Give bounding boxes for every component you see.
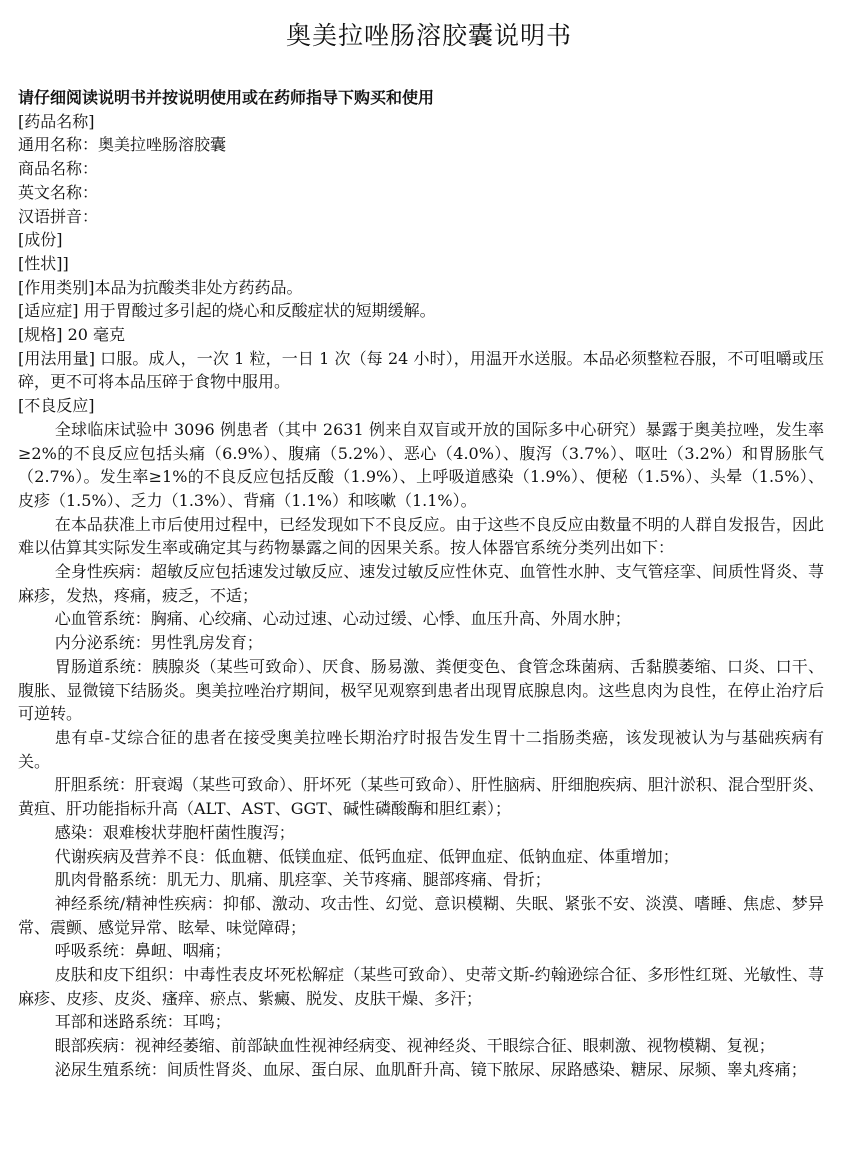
text-paragraph: 呼吸系统：鼻衄、咽痛； [54, 941, 231, 961]
text-paragraph: 泌尿生殖系统：间质性肾炎、血尿、蛋白尿、血肌酐升高、镜下脓尿、尿路感染、糖尿、尿频、睾丸疼痛； [54, 1059, 807, 1079]
text-paragraph: [适应症] 用于胃酸过多引起的烧心和反酸症状的短期缓解。 [18, 301, 436, 321]
text-paragraph: 心血管系统：胸痛、心绞痛、心动过速、心动过缓、心悸、血压升高、外周水肿； [54, 609, 631, 629]
text-paragraph: 皮肤和皮下组织：中毒性表皮坏死松解症（某些可致命）、史蒂文斯-约翰逊综合征、多形性红斑、光敏性、荨麻疹、皮疹、皮炎、瘙痒、瘀点、紫癜、脱发、皮肤干燥、多汗； [18, 965, 824, 1008]
text-paragraph: [用法用量] 口服。成人，一次 1 粒，一日 1 次（每 24 小时），用温开水送服。本品必须整粒吞服，不可咀嚼或压碎，更不可将本品压碎于食物中服用。 [18, 348, 824, 392]
text-paragraph: [不良反应] [18, 396, 95, 416]
text-paragraph: 全身性疾病：超敏反应包括速发过敏反应、速发过敏反应性休克、血管性水肿、支气管痉挛、间质性肾炎、荨麻疹，发热，疼痛，疲乏，不适； [18, 562, 824, 605]
text-paragraph: 商品名称： [18, 159, 99, 179]
text-paragraph: 肝胆系统：肝衰竭（某些可致命）、肝坏死（某些可致命）、肝性脑病、肝细胞疾病、胆汁淤积、混合型肝炎、黄疸、肝功能指标升高（ALT、AST、GGT、碱性磷酸酶和胆红素）； [18, 775, 824, 819]
text-paragraph: 患有卓-艾综合征的患者在接受奥美拉唑长期治疗时报告发生胃十二指肠类癌，该发现被认为与基础疾病有关。 [18, 727, 824, 771]
text-paragraph: 神经系统/精神性疾病：抑郁、激动、攻击性、幻觉、意识模糊、失眠、紧张不安、淡漠、嗜睡、焦虑、梦异常、震颤、感觉异常、眩晕、味觉障碍； [18, 893, 824, 937]
text-paragraph: 汉语拼音： [18, 206, 99, 226]
text-paragraph: [规格] 20 毫克 [18, 325, 126, 345]
text-paragraph: 通用名称：奥美拉唑肠溶胶囊 [18, 135, 227, 155]
text-paragraph: 胃肠道系统：胰腺炎（某些可致命）、厌食、肠易激、粪便变色、食管念珠菌病、舌黏膜萎缩、口炎、口干、腹胀、显微镜下结肠炎。奥美拉唑治疗期间，极罕见观察到患者出现胃底腺息肉。这些息肉为良性，在停止治疗后可逆转。 [18, 656, 824, 724]
text-paragraph: 内分泌系统：男性乳房发育； [54, 633, 263, 653]
text-paragraph: [药品名称] [18, 111, 95, 131]
text-paragraph: [性状]] [18, 253, 69, 273]
text-paragraph: 耳部和迷路系统：耳鸣； [54, 1012, 231, 1032]
text-paragraph: 代谢疾病及营养不良：低血糖、低镁血症、低钙血症、低钾血症、低钠血症、体重增加； [54, 846, 679, 866]
document-body [18, 86, 824, 1082]
text-paragraph: 感染：艰难梭状芽胞杆菌性腹泻； [54, 822, 295, 842]
text-paragraph: [作用类别]本品为抗酸类非处方药药品。 [18, 277, 303, 297]
text-paragraph: [成份] [18, 230, 63, 250]
text-paragraph: 全球临床试验中 3096 例患者（其中 2631 例来自双盲或开放的国际多中心研究）暴露于奥美拉唑，发生率≥2%的不良反应包括头痛（6.9%）、腹痛（5.2%）、恶心（4.0%）、腹泻（3.7%）、呕吐（3.2%）和胃肠胀气（2.7%）。发生率≥1%的不良反应包括反酸（1.9%）、上呼吸道感染（1.9%）、便秘（1.5%）、头晕（1.5%）、皮疹（1.5%）、乏力（1.3%）、背痛（1.1%）和咳嗽（1.1%）。 [18, 419, 824, 510]
document-title: 奥美拉唑肠溶胶囊说明书 [285, 21, 572, 50]
text-paragraph: 在本品获准上市后使用过程中，已经发现如下不良反应。由于这些不良反应由数量不明的人群自发报告，因此难以估算其实际发生率或确定其与药物暴露之间的因果关系。按人体器官系统分类列出如下： [18, 514, 824, 558]
instruction-heading: 请仔细阅读说明书并按说明使用或在药师指导下购买和使用 [18, 88, 435, 107]
text-paragraph: 肌肉骨骼系统：肌无力、肌痛、肌痉挛、关节疼痛、腿部疼痛、骨折； [54, 870, 551, 890]
text-paragraph: 眼部疾病：视神经萎缩、前部缺血性视神经病变、视神经炎、干眼综合征、眼刺激、视物模糊、复视； [54, 1036, 775, 1056]
text-paragraph: 英文名称： [18, 182, 99, 202]
